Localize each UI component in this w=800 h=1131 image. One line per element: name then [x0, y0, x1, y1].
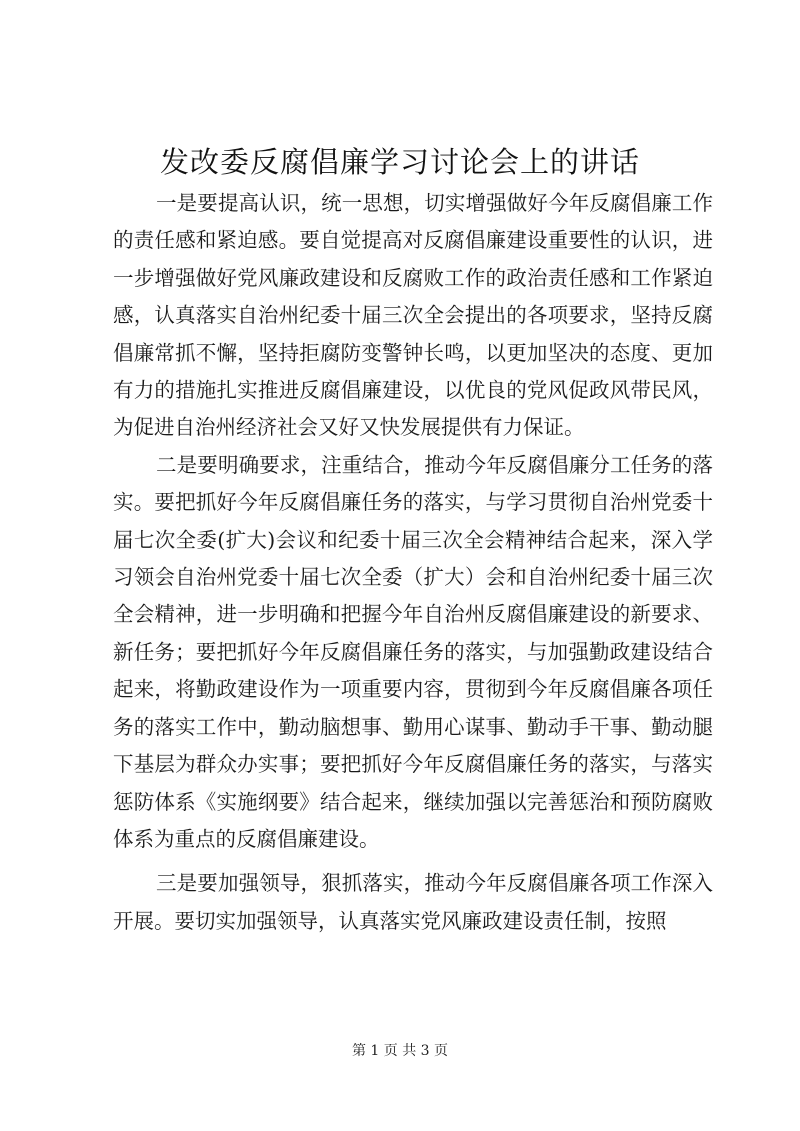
page-number: 第 1 页 共 3 页	[351, 1043, 449, 1059]
page-footer	[0, 1041, 800, 1061]
document-title: 发改委反腐倡廉学习讨论会上的讲话	[159, 145, 640, 179]
paragraph-2: 二是要明确要求，注重结合，推动今年反腐倡廉分工任务的落实。要把抓好今年反腐倡廉任务的落实，与学习贯彻自治州党委十届七次全委(扩大)会议和纪委十届三次全会精神结合起来，深入学习领会自治州党委十届七次全委（扩大）会和自治州纪委十届三次全会精神，进一步明确和把握今年自治州反腐倡廉建设的新要求、新任务；要把抓好今年反腐倡廉任务的落实，与加强勤政建设结合起来，将勤政建设作为一项重要内容，贯彻到今年反腐倡廉各项任务的落实工作中，勤动脑想事、勤用心谋事、勤动手干事、勤动腿下基层为群众办实事；要把抓好今年反腐倡廉任务的落实，与落实惩防体系《实施纲要》结合起来，继续加强以完善惩治和预防腐败体系为重点的反腐倡廉建设。	[113, 452, 713, 851]
document-body	[113, 185, 713, 940]
paragraph-1: 一是要提高认识，统一思想，切实增强做好今年反腐倡廉工作的责任感和紧迫感。要自觉提高对反腐倡廉建设重要性的认识，进一步增强做好党风廉政建设和反腐败工作的政治责任感和工作紧迫感，认真落实自治州纪委十届三次全会提出的各项要求，坚持反腐倡廉常抓不懈，坚持拒腐防变警钟长鸣，以更加坚决的态度、更加有力的措施扎实推进反腐倡廉建设，以优良的党风促政风带民风，为促进自治州经济社会又好又快发展提供有力保证。	[113, 191, 713, 440]
paragraph-3: 三是要加强领导，狠抓落实，推动今年反腐倡廉各项工作深入开展。要切实加强领导，认真落实党风廉政建设责任制，按照	[113, 871, 713, 933]
